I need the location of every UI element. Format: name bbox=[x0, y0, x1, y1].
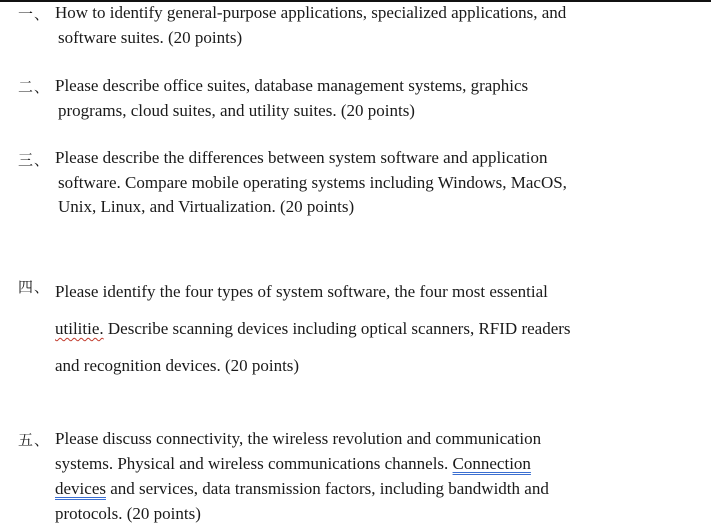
question-text bbox=[55, 0, 641, 50]
question-text bbox=[55, 73, 641, 123]
question-line: programs, cloud suites, and utility suites. (20 points) bbox=[58, 101, 415, 120]
question-line: and recognition devices. (20 points) bbox=[55, 356, 300, 375]
grammar-underlined-phrase[interactable]: Connection bbox=[452, 454, 531, 473]
question-number: 五、 bbox=[18, 431, 51, 449]
question-line-start: systems. Physical and wireless communications channels. bbox=[55, 454, 453, 473]
question-line bbox=[55, 476, 641, 501]
question-line: Please describe office suites, database management systems, graphics bbox=[55, 76, 529, 95]
question-line-rest: Describe scanning devices including optical scanners, RFID readers bbox=[103, 319, 571, 338]
question-line-rest: and services, data transmission factors, including bandwidth and bbox=[105, 479, 549, 498]
question-line: protocols. (20 points) bbox=[55, 504, 201, 523]
question-line: Please describe the differences between system software and application bbox=[55, 148, 548, 167]
question-line bbox=[55, 451, 641, 476]
question-number: 四、 bbox=[18, 278, 51, 296]
question-number: 二、 bbox=[18, 78, 51, 96]
question-text bbox=[55, 146, 641, 220]
question-text bbox=[55, 273, 641, 384]
question-number: 三、 bbox=[18, 151, 51, 169]
spellcheck-underlined-word[interactable]: utilitie. bbox=[55, 319, 104, 338]
question-line: Please discuss connectivity, the wireless revolution and communication bbox=[55, 429, 542, 448]
question-line: How to identify general-purpose applications, specialized applications, and bbox=[55, 3, 567, 22]
question-line: software suites. (20 points) bbox=[58, 28, 243, 47]
question-line: Unix, Linux, and Virtualization. (20 points) bbox=[58, 197, 355, 216]
question-text bbox=[55, 426, 641, 526]
question-line bbox=[55, 310, 641, 347]
question-number: 一、 bbox=[18, 5, 51, 23]
grammar-underlined-phrase[interactable]: devices bbox=[55, 479, 106, 498]
question-line: Please identify the four types of system software, the four most essential bbox=[55, 282, 548, 301]
question-line: software. Compare mobile operating systems including Windows, MacOS, bbox=[58, 172, 567, 192]
